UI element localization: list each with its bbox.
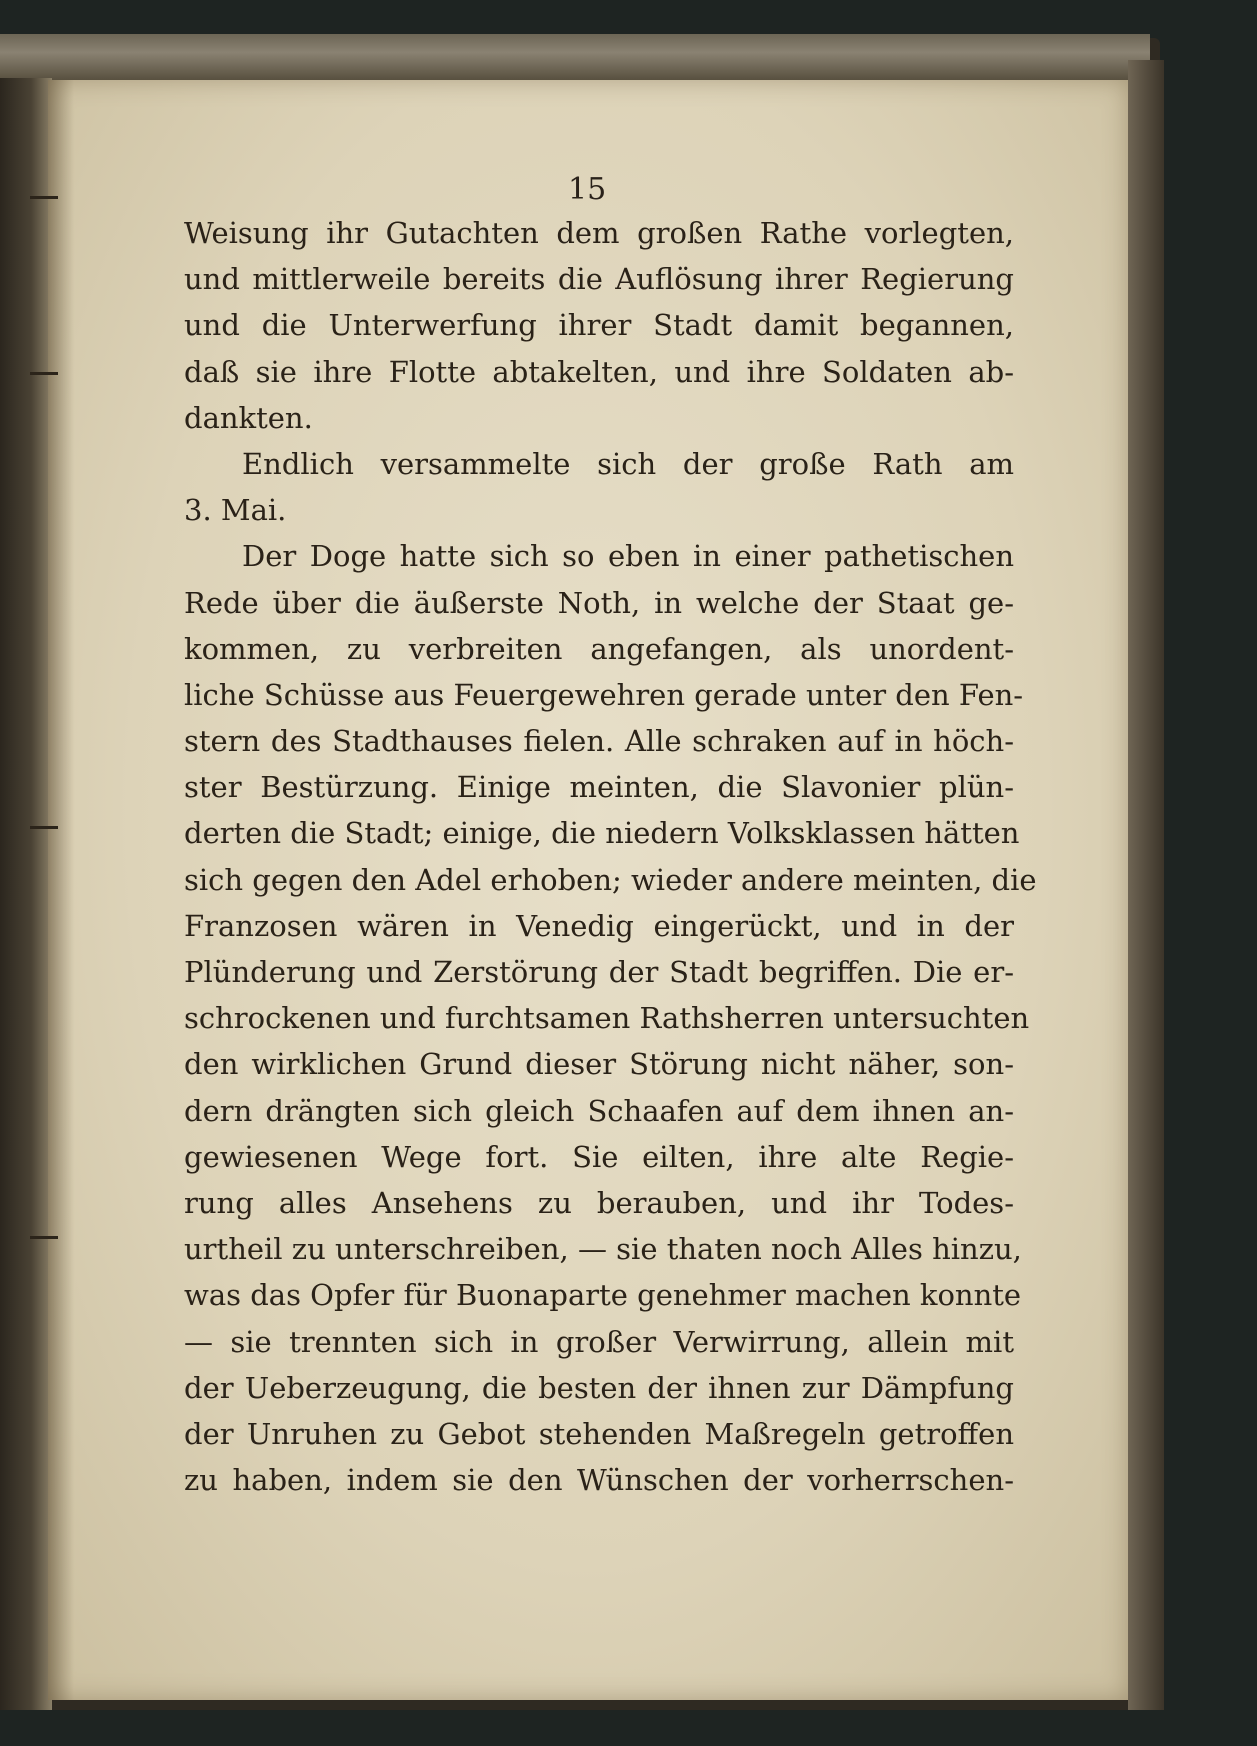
text-line: was das Opfer für Buonaparte genehmer machen konnte [184, 1278, 1022, 1313]
text-line: gewiesenen Wege fort. Sie eilten, ihre alte Regie- [184, 1139, 1014, 1174]
text-line: — sie trennten sich in großer Verwirrung, allein mit [184, 1324, 1014, 1359]
text-line: den wirklichen Grund dieser Störung nicht näher, son- [184, 1047, 1014, 1082]
text-line: Plünderung und Zerstörung der Stadt begriffen. Die er- [184, 955, 1014, 989]
text-line: kommen, zu verbreiten angefangen, als unordent- [184, 631, 1014, 666]
text-line: stern des Stadthauses fielen. Alle schraken auf in höch- [184, 724, 1014, 759]
margin-mark [30, 196, 58, 199]
page-number: 15 [568, 172, 607, 207]
book-cover-top-edge [0, 34, 1150, 80]
text-line: Der Doge hatte sich so eben in einer pathetischen [242, 539, 1014, 574]
book-fore-edge [1128, 60, 1164, 1710]
text-line: Rede über die äußerste Noth, in welche der Staat ge- [184, 585, 1014, 620]
text-line: liche Schüsse aus Feuergewehren gerade unter den Fen- [184, 677, 1024, 712]
text-line: sich gegen den Adel erhoben; wieder andere meinten, die [184, 862, 1037, 897]
text-line: ster Bestürzung. Einige meinten, die Slavonier plün- [184, 770, 1014, 805]
text-line: schrockenen und furchtsamen Rathsherren untersuchten [184, 1001, 1030, 1036]
page-body-text [184, 210, 1037, 1503]
gutter-shadow [48, 80, 74, 1700]
text-line: und die Unterwerfung ihrer Stadt damit begannen, [184, 308, 1014, 343]
text-line: rung alles Ansehens zu berauben, und ihr Todes- [184, 1185, 1014, 1220]
margin-mark [30, 826, 58, 829]
text-line: dern drängten sich gleich Schaafen auf dem ihnen an- [184, 1093, 1014, 1128]
text-line: 3. Mai. [184, 493, 287, 528]
text-line: urtheil zu unterschreiben, — sie thaten noch Alles hinzu, [184, 1232, 1022, 1267]
text-line: Franzosen wären in Venedig eingerückt, und in der [184, 908, 1014, 943]
book-spine-edge [0, 78, 52, 1710]
text-line: der Unruhen zu Gebot stehenden Maßregeln getroffen [184, 1416, 1014, 1451]
text-line: Endlich versammelte sich der große Rath am [242, 446, 1014, 481]
text-line: und mittlerweile bereits die Auflösung ihrer Regierung [184, 262, 1014, 297]
text-line: derten die Stadt; einige, die niedern Volksklassen hätten [184, 816, 1020, 851]
text-line: Weisung ihr Gutachten dem großen Rathe vorlegten, [184, 216, 1014, 250]
text-line: daß sie ihre Flotte abtakelten, und ihre Soldaten ab- [184, 354, 1014, 389]
text-line: zu haben, indem sie den Wünschen der vorherrschen- [184, 1463, 1014, 1498]
text-line: der Ueberzeugung, die besten der ihnen zur Dämpfung [184, 1370, 1014, 1405]
margin-mark [30, 1236, 58, 1239]
text-line: dankten. [184, 400, 313, 435]
margin-mark [30, 372, 58, 375]
